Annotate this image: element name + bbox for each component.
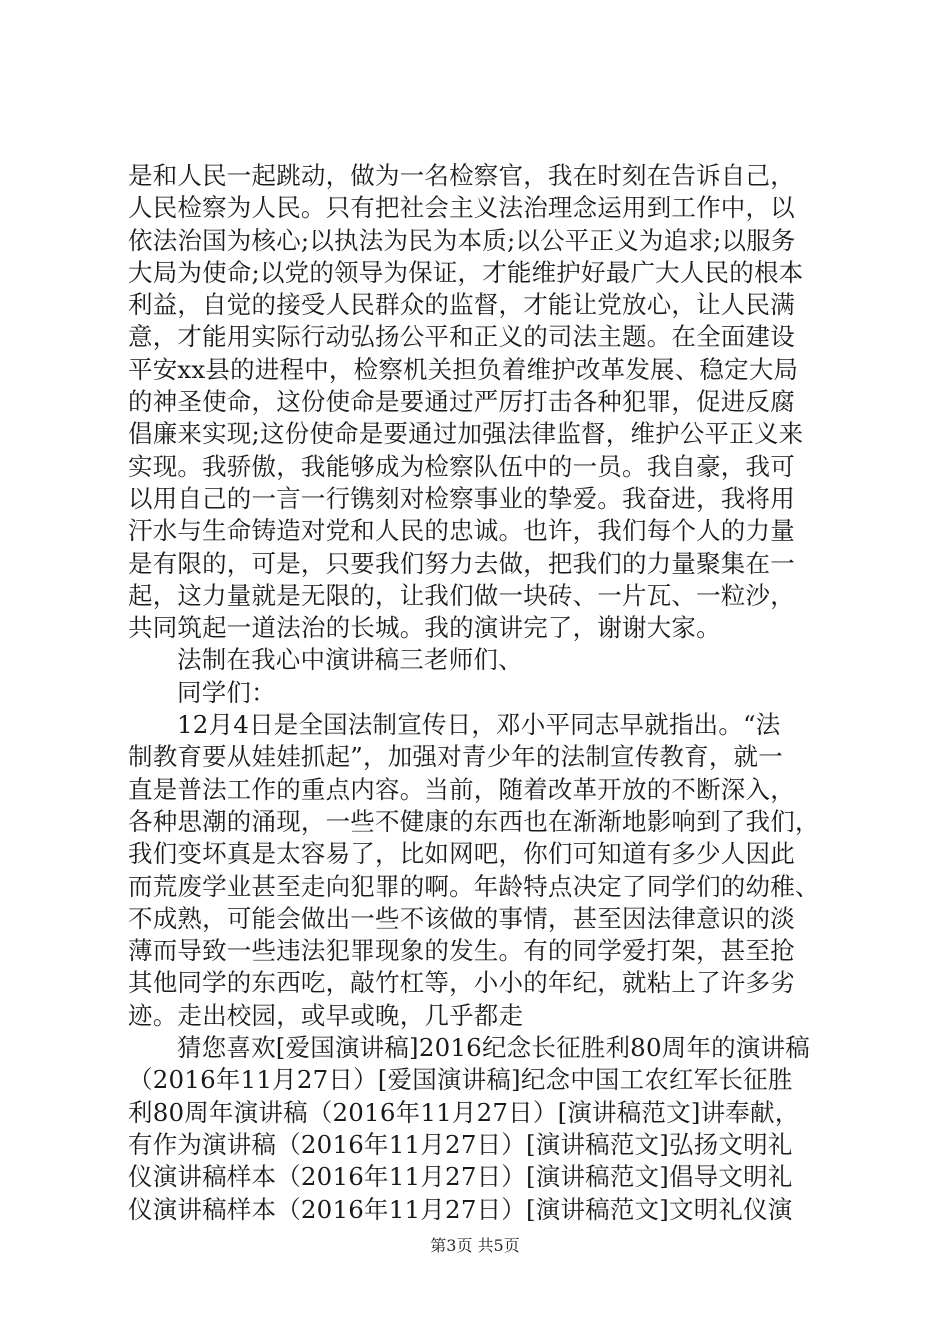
text-line: 以用自己的一言一行镌刻对检察事业的挚爱。我奋进，我将用 bbox=[128, 483, 795, 513]
text-line: 依法治国为核心;以执法为民为本质;以公平正义为追求;以服务 bbox=[128, 225, 796, 255]
text-line: 直是普法工作的重点内容。当前，随着改革开放的不断深入， bbox=[128, 774, 795, 804]
text-line: 共同筑起一道法治的长城。我的演讲完了，谢谢大家。 bbox=[128, 613, 721, 643]
related-articles-line: （2016年11月27日）[爱国演讲稿]纪念中国工农红军长征胜 bbox=[128, 1065, 793, 1095]
related-articles-line: 猜您喜欢[爱国演讲稿]2016纪念长征胜利80周年的演讲稿 bbox=[177, 1033, 810, 1063]
text-line: 起，这力量就是无限的，让我们做一块砖、一片瓦、一粒沙， bbox=[128, 580, 795, 610]
text-line: 实现。我骄傲，我能够成为检察队伍中的一员。我自豪，我可 bbox=[128, 451, 795, 481]
text-line: 薄而导致一些违法犯罪现象的发生。有的同学爱打架，甚至抢 bbox=[128, 936, 795, 966]
text-line: 制教育要从娃娃抓起”，加强对青少年的法制宣传教育，就一 bbox=[128, 742, 783, 772]
text-line: 倡廉来实现;这份使命是要通过加强法律监督，维护公平正义来 bbox=[128, 419, 804, 449]
page-number-footer: 第3页 共5页 bbox=[430, 1236, 520, 1255]
text-line: 各种思潮的涌现，一些不健康的东西也在渐渐地影响到了我们， bbox=[128, 806, 820, 836]
text-line: 不成熟，可能会做出一些不该做的事情，甚至因法律意识的淡 bbox=[128, 903, 795, 933]
related-articles-line: 有作为演讲稿（2016年11月27日）[演讲稿范文]弘扬文明礼 bbox=[128, 1129, 793, 1159]
related-articles-line: 利80周年演讲稿（2016年11月27日）[演讲稿范文]讲奉献， bbox=[128, 1097, 800, 1127]
document-body bbox=[128, 160, 848, 1226]
text-line: 是和人民一起跳动，做为一名检察官，我在时刻在告诉自己， bbox=[128, 161, 795, 190]
text-line: 平安xx县的进程中，检察机关担负着维护改革发展、稳定大局 bbox=[128, 354, 799, 384]
text-line: 利益，自觉的接受人民群众的监督，才能让党放心，让人民满 bbox=[128, 290, 795, 320]
text-line: 迹。走出校园，或早或晚，几乎都走 bbox=[128, 1000, 524, 1030]
text-line: 大局为使命;以党的领导为保证，才能维护好最广大人民的根本 bbox=[128, 257, 804, 287]
text-line: 意，才能用实际行动弘扬公平和正义的司法主题。在全面建设 bbox=[128, 322, 795, 352]
related-articles-line: 仪演讲稿样本（2016年11月27日）[演讲稿范文]倡导文明礼 bbox=[128, 1162, 793, 1192]
salutation: 同学们： bbox=[177, 677, 276, 707]
text-line: 我们变坏真是太容易了，比如网吧，你们可知道有多少人因此 bbox=[128, 839, 795, 869]
text-line: 其他同学的东西吃，敲竹杠等，小小的年纪，就粘上了许多劣 bbox=[128, 968, 795, 998]
related-articles-line: 仪演讲稿样本（2016年11月27日）[演讲稿范文]文明礼仪演 bbox=[128, 1194, 793, 1224]
section-heading: 法制在我心中演讲稿三老师们、 bbox=[177, 645, 523, 675]
text-line: 12月4日是全国法制宣传日，邓小平同志早就指出。“法 bbox=[177, 710, 781, 740]
text-line: 人民检察为人民。只有把社会主义法治理念运用到工作中，以 bbox=[128, 193, 795, 223]
text-line: 的神圣使命，这份使命是要通过严厉打击各种犯罪，促进反腐 bbox=[128, 387, 795, 417]
text-line: 汗水与生命铸造对党和人民的忠诚。也许，我们每个人的力量 bbox=[128, 516, 795, 546]
text-line: 而荒废学业甚至走向犯罪的啊。年龄特点决定了同学们的幼稚、 bbox=[128, 871, 820, 901]
text-line: 是有限的，可是，只要我们努力去做，把我们的力量聚集在一 bbox=[128, 548, 795, 578]
